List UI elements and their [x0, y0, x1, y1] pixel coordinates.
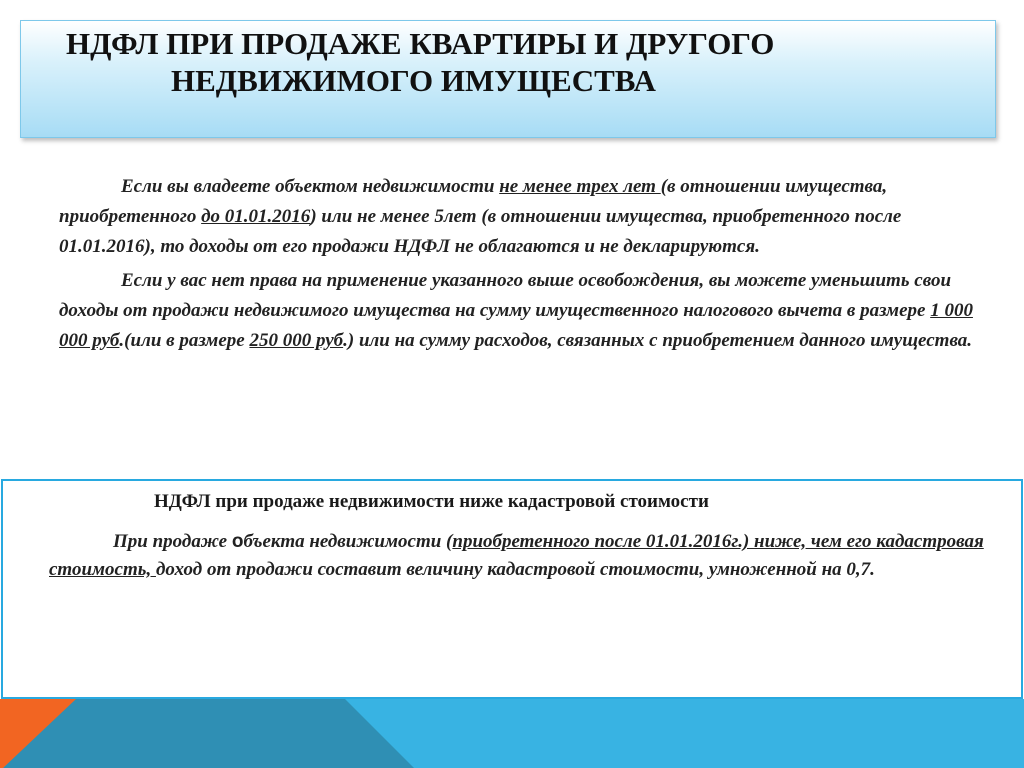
p1-text-e: ) или не менее 5лет (в отношении имущества, приобретенного после 01.01.2016), то доходы от его продажи НДФЛ не облагаются и не декларируются. — [59, 206, 902, 257]
paragraph-tax-deduction — [59, 266, 979, 356]
p1-text-a: Если вы владеете объектом недвижимости — [121, 176, 500, 197]
s-underline-acquired: приобретенного после 01.01.2016г.) ниже, чем его кадастровая стоимость, — [49, 531, 984, 580]
footer-decoration — [0, 699, 1024, 768]
p2-underline-250k: 250 000 руб — [249, 330, 344, 351]
section-heading: НДФЛ при продаже недвижимости ниже кадастровой стоимости — [154, 491, 709, 512]
slide-title-line-2: НЕДВИЖИМОГО ИМУЩЕСТВА — [171, 63, 656, 98]
section-paragraph — [49, 528, 1004, 584]
p1-underline-three-years: не менее трех лет — [499, 176, 661, 197]
main-text-block — [59, 172, 979, 356]
p1-text-c: (в отношении имущества, приобретенного — [59, 176, 888, 227]
cadastral-section — [1, 479, 1023, 699]
s-text-a: При продаже — [113, 531, 232, 552]
s-text-c: бъекта недвижимости ( — [243, 531, 453, 552]
slide-title-line-1: НДФЛ ПРИ ПРОДАЖЕ КВАРТИРЫ И ДРУГОГО — [66, 26, 775, 61]
p2-text-e: .) или на сумму расходов, связанных с приобретением данного имущества. — [343, 330, 973, 351]
p2-text-a: Если у вас нет права на применение указанного выше освобождения, вы можете уменьшить свои доходы от продажи недвижимого имущества на сумму имущественного налогового вычета в размере — [59, 270, 952, 321]
s-text-b: о — [231, 531, 244, 552]
title-banner — [20, 20, 996, 138]
s-text-e: доход от продажи составит величину кадастровой стоимости, умноженной на 0,7. — [155, 559, 875, 580]
p2-underline-million: 1 000 000 руб — [59, 300, 973, 351]
p2-text-c: .(или в размере — [119, 330, 250, 351]
footer-shapes — [0, 699, 1024, 768]
p1-underline-date: до 01.01.2016 — [201, 206, 311, 227]
paragraph-ownership-period — [59, 172, 979, 262]
